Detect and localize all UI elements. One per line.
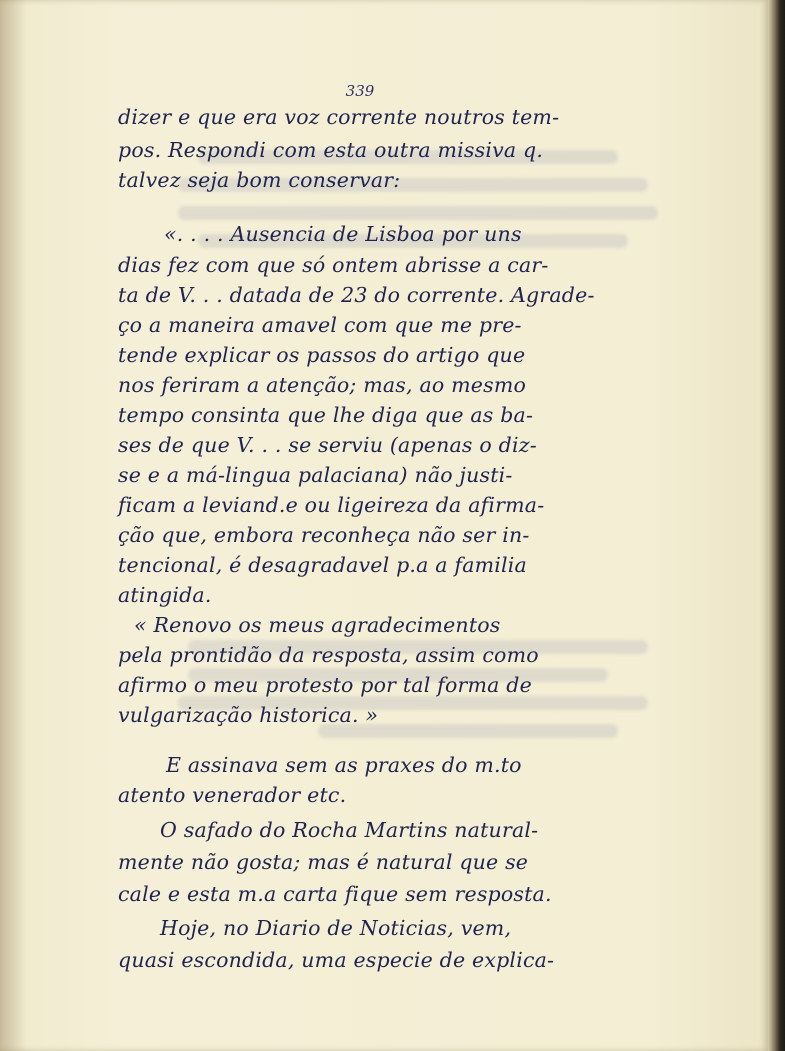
text-line: mente não gosta; mas é natural que se [118, 850, 529, 874]
text-line: vulgarização historica. » [118, 703, 379, 727]
text-line: se e a má-lingua palaciana) não justi- [118, 463, 513, 487]
text-line: tempo consinta que lhe diga que as ba- [118, 403, 534, 427]
text-line: E assinava sem as praxes do m.to [166, 753, 522, 777]
page-number: 339 [345, 82, 375, 100]
text-line: tende explicar os passos do artigo que [118, 343, 526, 367]
text-line: ses de que V. . . se serviu (apenas o diz- [118, 433, 537, 457]
text-line: talvez seja bom conservar: [118, 168, 401, 192]
text-line: atingida. [118, 583, 212, 607]
text-line: ficam a leviand.e ou ligeireza da afirma- [118, 493, 545, 517]
text-line: pos. Respondi com esta outra missiva q. [118, 138, 544, 162]
text-line: quasi escondida, uma especie de explica- [118, 948, 555, 972]
text-line: O safado do Rocha Martins natural- [160, 818, 539, 842]
page-edge [768, 0, 785, 1051]
text-line: atento venerador etc. [118, 783, 347, 807]
text-line: ção que, embora reconheça não ser in- [118, 523, 530, 547]
text-line: dias fez com que só ontem abrisse a car- [118, 253, 549, 277]
text-line: ta de V. . . datada de 23 do corrente. Agrade- [118, 283, 595, 307]
text-line: nos feriram a atenção; mas, ao mesmo [118, 373, 527, 397]
text-line: dizer e que era voz corrente noutros tem- [118, 105, 560, 129]
text-line: afirmo o meu protesto por tal forma de [118, 673, 532, 697]
text-line: «. . . . Ausencia de Lisboa por uns [164, 222, 522, 246]
text-line: « Renovo os meus agradecimentos [134, 613, 501, 637]
text-line: pela prontidão da resposta, assim como [118, 643, 539, 667]
text-line: Hoje, no Diario de Noticias, vem, [160, 916, 512, 940]
text-line: tencional, é desagradavel p.a a familia [118, 553, 527, 577]
text-line: ço a maneira amavel com que me pre- [118, 313, 522, 337]
text-line: cale e esta m.a carta fique sem resposta. [118, 882, 552, 906]
